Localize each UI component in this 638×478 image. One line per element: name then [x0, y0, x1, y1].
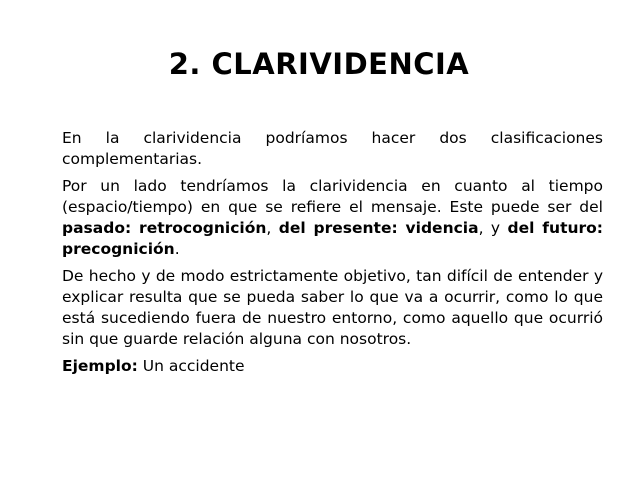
paragraph-text: Por un lado tendríamos la clarividencia en cuanto al tiempo (espacio/tiempo) en que se refiere el mensaje. Este puede ser del — [62, 177, 603, 216]
period-text: . — [174, 240, 180, 258]
bold-term-past: pasado: retrocognición — [62, 219, 267, 237]
separator-text: , y — [478, 219, 508, 237]
bold-term-present: del presente: videncia — [278, 219, 479, 237]
paragraph-time-types — [62, 176, 603, 260]
separator-text: , — [266, 219, 279, 237]
bold-term-future: del futuro: precognición — [62, 219, 604, 258]
example-label: Ejemplo: — [62, 357, 138, 375]
paragraph-example — [62, 356, 603, 377]
paragraph-classifications: En la clarividencia podríamos hacer dos clasificaciones complementarias. — [62, 129, 603, 168]
example-text: Un accidente — [137, 357, 245, 375]
slide-body — [62, 128, 603, 383]
paragraph-objective: De hecho y de modo estrictamente objetivo, tan difícil de entender y explicar resulta que se pueda saber lo que va a ocurrir, como lo que está sucediendo fuera de nuestro entorno, como aquello que ocurrió sin que guarde relación alguna con nosotros. — [62, 267, 603, 348]
slide-title: 2. CLARIVIDENCIA — [168, 47, 470, 81]
